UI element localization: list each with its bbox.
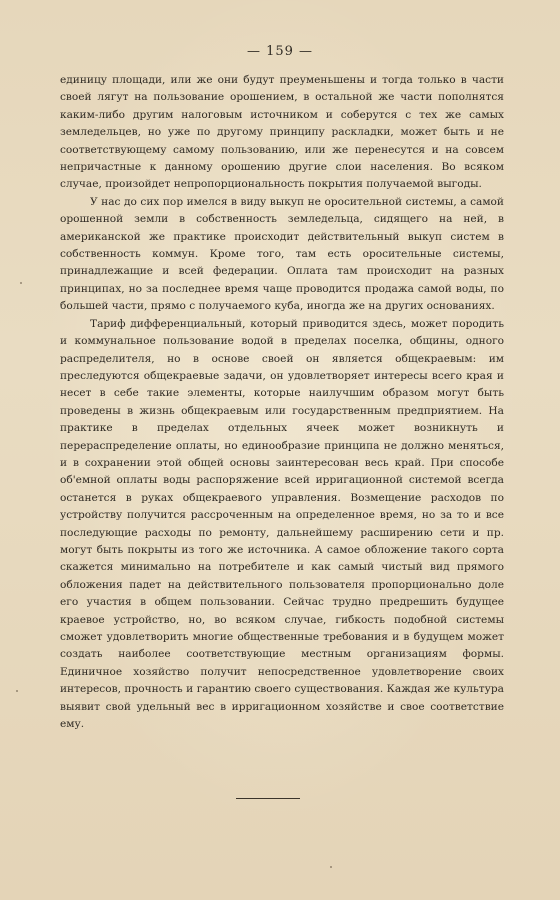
body-text — [60, 72, 504, 733]
paragraph-2: У нас до сих пор имелся в виду выкуп не оросительной системы, а самой орошенной земли в собственность земледельца, сидящего на ней, в американской же практике происходит действительный выкуп систем в собственность коммун. Кроме того, там есть оросительные системы, принадлежащие и всей федерации. Оплата там происходит на разных принципах, но за последнее время чаще проводится продажа самой воды, по большей части, прямо с получаемого куба, иногда же на других основаниях. — [60, 195, 504, 313]
paragraph-3: Тариф дифференциальный, который приводится здесь, может породить и коммунальное пользование водой в пределах поселка, общины, одного распределителя, но в основе своей он является общекраевым: им преследуются общекраевые задачи, он удовлетворяет интересы всего края и несет в себе такие элементы, которые наилучшим образом могут быть проведены в жизнь общекраевым или государственным предприятием. На практике в пределах отдельных ячеек может возникнуть и перераспределение оплаты, но единообразие принципа не должно меняться, и в сохранении этой общей основы заинтересован весь край. При способе об'емной оплаты воды распоряжение всей ирригационной системой всегда останется в руках общекраевого управления. Возмещение расходов по устройству получится рассроченным на определенное время, но за то и все последующие расходы по ремонту, дальнейшему расширению сети и пр. могут быть покрыты из того же источника. А самое обложение такого сорта скажется минимально на потребителе и как самый чистый вид прямого обложения падет на действительного пользователя пропорционально доле его участия в общем пользовании. Сейчас трудно предрешить будущее краевое устройство, но, во всяком случае, гибкость подобной системы сможет удовлетворить многие общественные требования и в будущем может создать наиболее соответствующие местным организациям формы. Единичное хозяйство получит непосредственное удовлетворение своих интересов, прочность и гарантию своего существования. Каждая же культура выявит свой удельный вес в ирригационном хозяйстве и свое соответствие ему. — [60, 317, 504, 731]
closing-rule — [236, 798, 300, 799]
page-number: — 159 — — [246, 44, 314, 59]
paper-speck — [16, 690, 18, 692]
paper-speck — [330, 866, 332, 868]
paragraph-1: единицу площади, или же они будут преуменьшены и тогда только в части своей лягут на пользование орошением, в остальной же части пополнятся каким-либо другим налоговым источником и соберутся с тех же самых земледельцев, но уже по другому принципу раскладки, может быть и не соответствующему самому пользованию, или же перенесутся и на совсем непричастные к данному орошению другие слои населения. Во всяком случае, произойдет непропорциональность покрытия получаемой выгоды. — [60, 74, 504, 191]
paper-speck — [20, 282, 22, 284]
